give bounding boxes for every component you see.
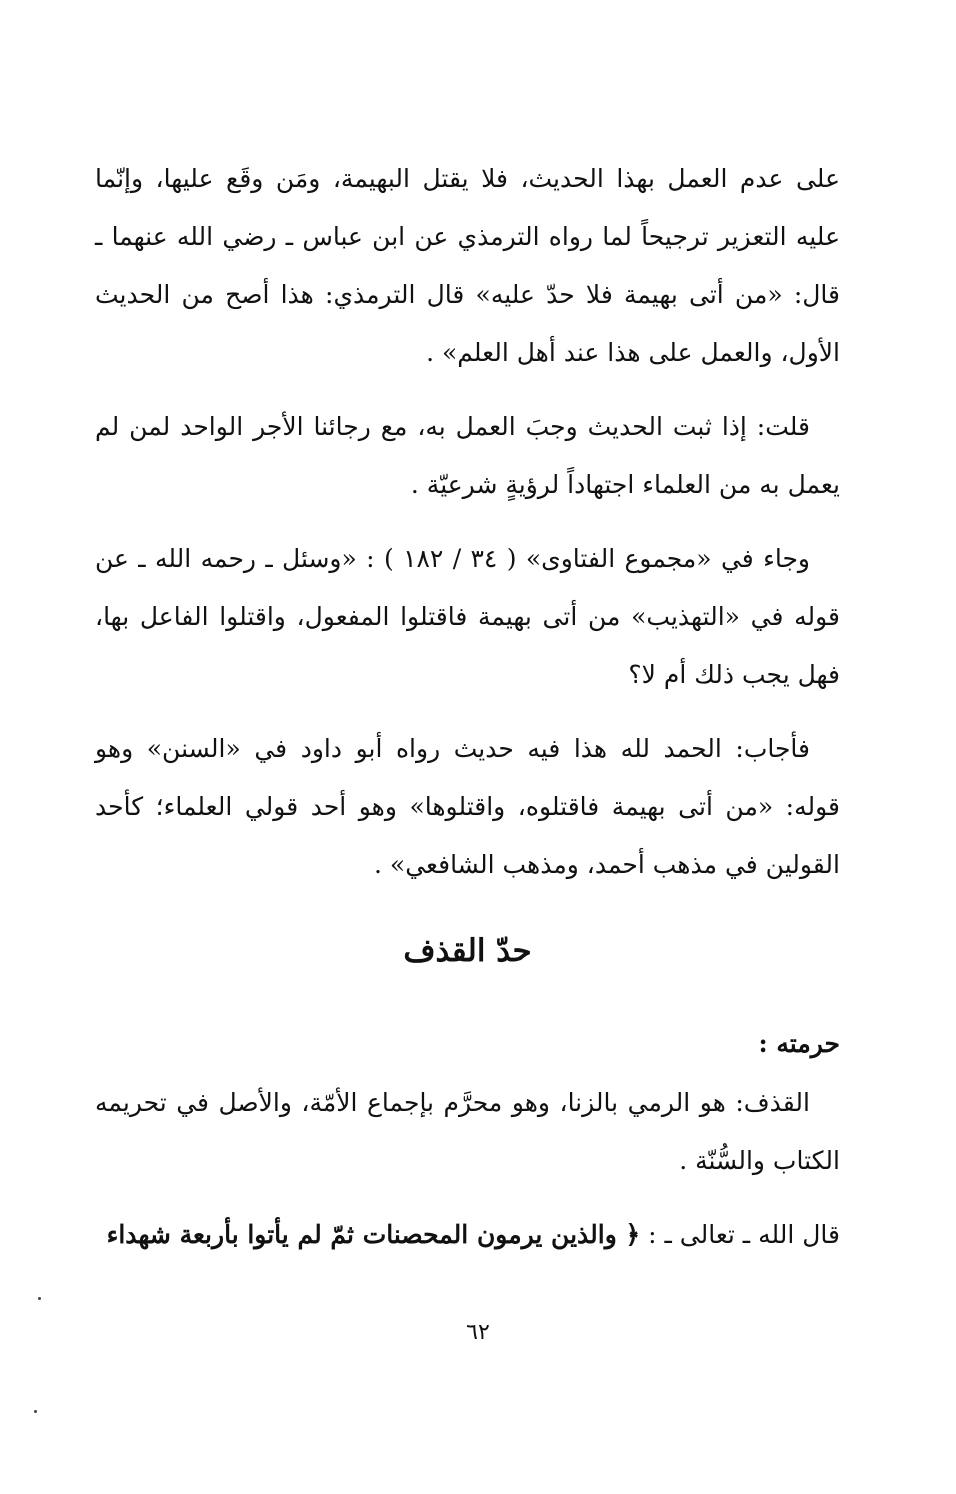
verse-text: ﴿ والذين يرمون المحصنات ثمّ لم يأتوا بأربعة شهداء xyxy=(106,1220,641,1249)
section-title: حدّ القذف xyxy=(403,933,532,969)
paragraph: وجاء في «مجموع الفتاوى» ( ٣٤ / ١٨٢ ) : «وسئل ـ رحمه الله ـ عن قوله في «التهذيب» من أتى بهيمة فاقتلوا المفعول، واقتلوا الفاعل بها، فهل يجب ذلك أم لا؟ xyxy=(95,544,840,689)
scan-speck xyxy=(34,1410,37,1413)
paragraph: قلت: إذا ثبت الحديث وجبَ العمل به، مع رجائنا الأجر الواحد لمن لم يعمل به من العلماء اجتهاداً لرؤيةٍ شرعيّة . xyxy=(95,412,840,499)
paragraph: فأجاب: الحمد لله هذا فيه حديث رواه أبو داود في «السنن» وهو قوله: «من أتى بهيمة فاقتلوه، واقتلوها» وهو أحد قولي العلماء؛ كأحد القولين في مذهب أحمد، ومذهب الشافعي» . xyxy=(95,734,840,879)
page-body xyxy=(95,150,840,1280)
page-number: ٦٢ xyxy=(466,1320,490,1345)
paragraph: القذف: هو الرمي بالزنا، وهو محرَّم بإجماع الأمّة، والأصل في تحريمه الكتاب والسُّنّة . xyxy=(95,1088,840,1175)
verse-intro: قال الله ـ تعالى ـ : xyxy=(640,1220,840,1249)
verse-paragraph xyxy=(95,1206,840,1264)
scan-speck xyxy=(38,1297,41,1300)
subsection-title: حرمته : xyxy=(758,1029,840,1058)
paragraph: على عدم العمل بهذا الحديث، فلا يقتل البهيمة، ومَن وقَع عليها، وإنّما عليه التعزير ترجيحاً لما رواه الترمذي عن ابن عباس ـ رضي الله عنهما ـ قال: «من أتى بهيمة فلا حدّ عليه» قال الترمذي: هذا أصح من الحديث الأول، والعمل على هذا عند أهل العلم» . xyxy=(95,164,840,367)
